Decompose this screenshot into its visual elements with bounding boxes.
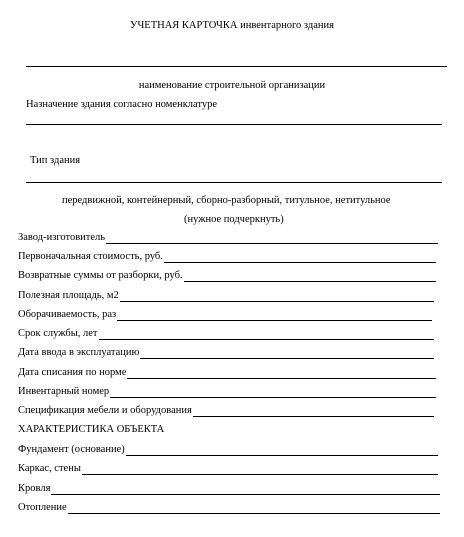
field-input-line[interactable] — [140, 349, 434, 359]
field-return-sums — [18, 270, 436, 282]
field-service-life — [18, 328, 434, 340]
underline-note: (нужное подчеркнуть) — [184, 214, 284, 225]
organization-caption: наименование строительной организации — [138, 80, 326, 91]
field-turnover — [18, 309, 432, 321]
field-input-line[interactable] — [126, 446, 438, 456]
field-inventory-number — [18, 386, 436, 398]
card-title: УЧЕТНАЯ КАРТОЧКА инвентарного здания — [130, 20, 334, 31]
field-foundation — [18, 444, 438, 456]
field-usable-area — [18, 290, 434, 302]
field-frame-walls — [18, 463, 438, 475]
field-label: Каркас, стены — [18, 463, 81, 474]
field-label: Завод-изготовитель — [18, 232, 106, 243]
field-input-line[interactable] — [184, 272, 436, 282]
field-commissioning-date — [18, 347, 434, 359]
field-label: Кровля — [18, 483, 51, 494]
field-label: Дата списания по норме — [18, 367, 127, 378]
field-input-line[interactable] — [106, 234, 438, 244]
field-input-line[interactable] — [51, 485, 440, 495]
field-input-line[interactable] — [68, 504, 440, 514]
field-furniture-specification — [18, 405, 434, 417]
building-type-line[interactable] — [26, 182, 442, 183]
field-label: Дата ввода в эксплуатацию — [18, 347, 140, 358]
field-input-line[interactable] — [99, 330, 435, 340]
field-input-line[interactable] — [110, 388, 436, 398]
section-title: ХАРАКТЕРИСТИКА ОБЪЕКТА — [18, 424, 165, 435]
field-label: Срок службы, лет — [18, 328, 98, 339]
field-label: Спецификация мебели и оборудования — [18, 405, 192, 416]
field-label: Инвентарный номер — [18, 386, 110, 397]
field-label: Оборачиваемость, раз — [18, 309, 117, 320]
field-write-off-date — [18, 367, 436, 379]
field-input-line[interactable] — [82, 465, 438, 475]
field-input-line[interactable] — [120, 292, 434, 302]
field-input-line[interactable] — [193, 407, 434, 417]
field-manufacturer — [18, 232, 438, 244]
field-heating — [18, 502, 440, 514]
purpose-label: Назначение здания согласно номенклатуре — [26, 99, 218, 110]
field-label: Первоначальная стоимость, руб. — [18, 251, 163, 262]
field-roof — [18, 483, 440, 495]
building-type-label: Тип здания — [30, 155, 81, 166]
purpose-line[interactable] — [26, 124, 442, 125]
field-input-line[interactable] — [164, 253, 436, 263]
building-type-options: передвижной, контейнерный, сборно-разборный, титульное, нетитульное — [62, 195, 391, 206]
organization-name-line[interactable] — [26, 66, 447, 67]
field-input-line[interactable] — [127, 369, 436, 379]
field-initial-cost — [18, 251, 436, 263]
field-label: Полезная площадь, м2 — [18, 290, 119, 301]
field-label: Возвратные суммы от разборки, руб. — [18, 270, 183, 281]
field-input-line[interactable] — [117, 311, 432, 321]
field-label: Отопление — [18, 502, 67, 513]
field-label: Фундамент (основание) — [18, 444, 125, 455]
